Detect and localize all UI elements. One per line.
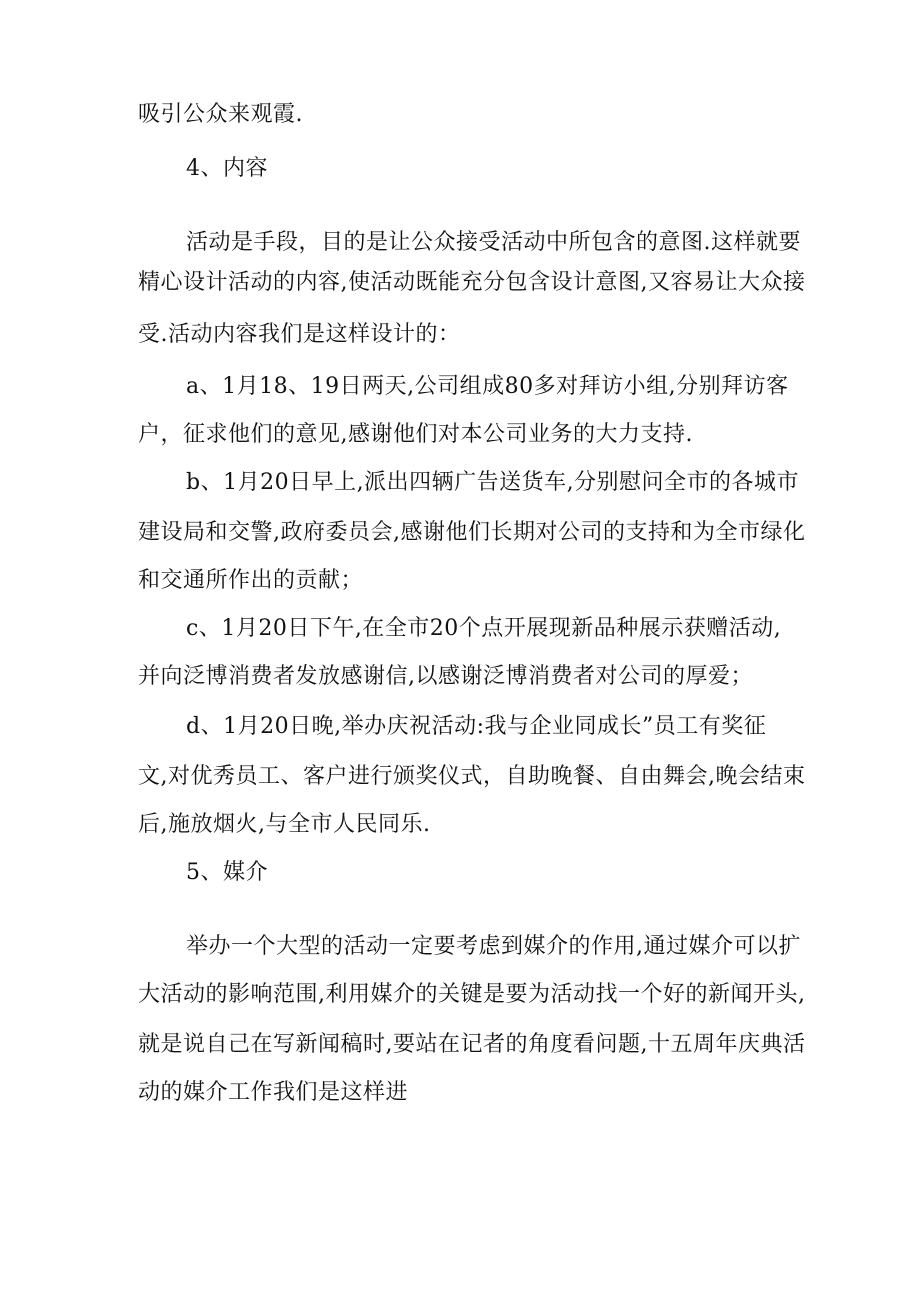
text-line: 建设局和交警,政府委员会,感谢他们长期对公司的支持和为全市绿化 <box>138 520 806 545</box>
text-line: 活动是手段，目的是让公众接受活动中所包含的意图.这样就要 <box>186 230 801 255</box>
text-line: 后,施放烟火,与全市人民同乐. <box>138 812 431 837</box>
text-line: 精心设计活动的内容,使活动既能充分包含设计意图,又容易让大众接 <box>138 270 806 295</box>
text-line: 文,对优秀员工、客户进行颁奖仪式，自助晚餐、自由舞会,晚会结束 <box>138 764 806 789</box>
text-line: a、1月18、19日两天,公司组成80多对拜访小组,分别拜访客 <box>186 374 789 399</box>
text-line: 户，征求他们的意见,感谢他们对本公司业务的大力支持. <box>138 422 693 447</box>
text-line: d、1月20日晚,举办庆祝活动:我与企业同成长”员工有奖征 <box>186 714 767 739</box>
text-line: 吸引公众来观霞. <box>138 102 303 127</box>
text-line: b、1月20日早上,派出四辆广告送货车,分别慰问全市的各城市 <box>186 470 800 495</box>
text-line: 举办一个大型的活动一定要考虑到媒介的作用,通过媒介可以扩 <box>186 934 801 959</box>
text-line: 大活动的影响范围,利用媒介的关键是要为活动找一个好的新闻开头, <box>138 982 806 1007</box>
text-line: 受.活动内容我们是这样设计的： <box>138 322 461 347</box>
text-line: c、1月20日下午,在全市20个点开展现新品种展示获赠活动, <box>186 616 782 641</box>
text-line: 动的媒介工作我们是这样进 <box>138 1080 409 1105</box>
text-line: 并向泛博消费者发放感谢信,以感谢泛博消费者对公司的厚爱； <box>138 664 753 689</box>
section-heading-media: 5、媒介 <box>186 860 268 885</box>
text-line: 和交通所作出的贡献； <box>138 568 364 593</box>
section-heading-content: 4、内容 <box>186 156 268 181</box>
text-line: 就是说自己在写新闻稿时,要站在记者的角度看问题,十五周年庆典活 <box>138 1032 806 1057</box>
